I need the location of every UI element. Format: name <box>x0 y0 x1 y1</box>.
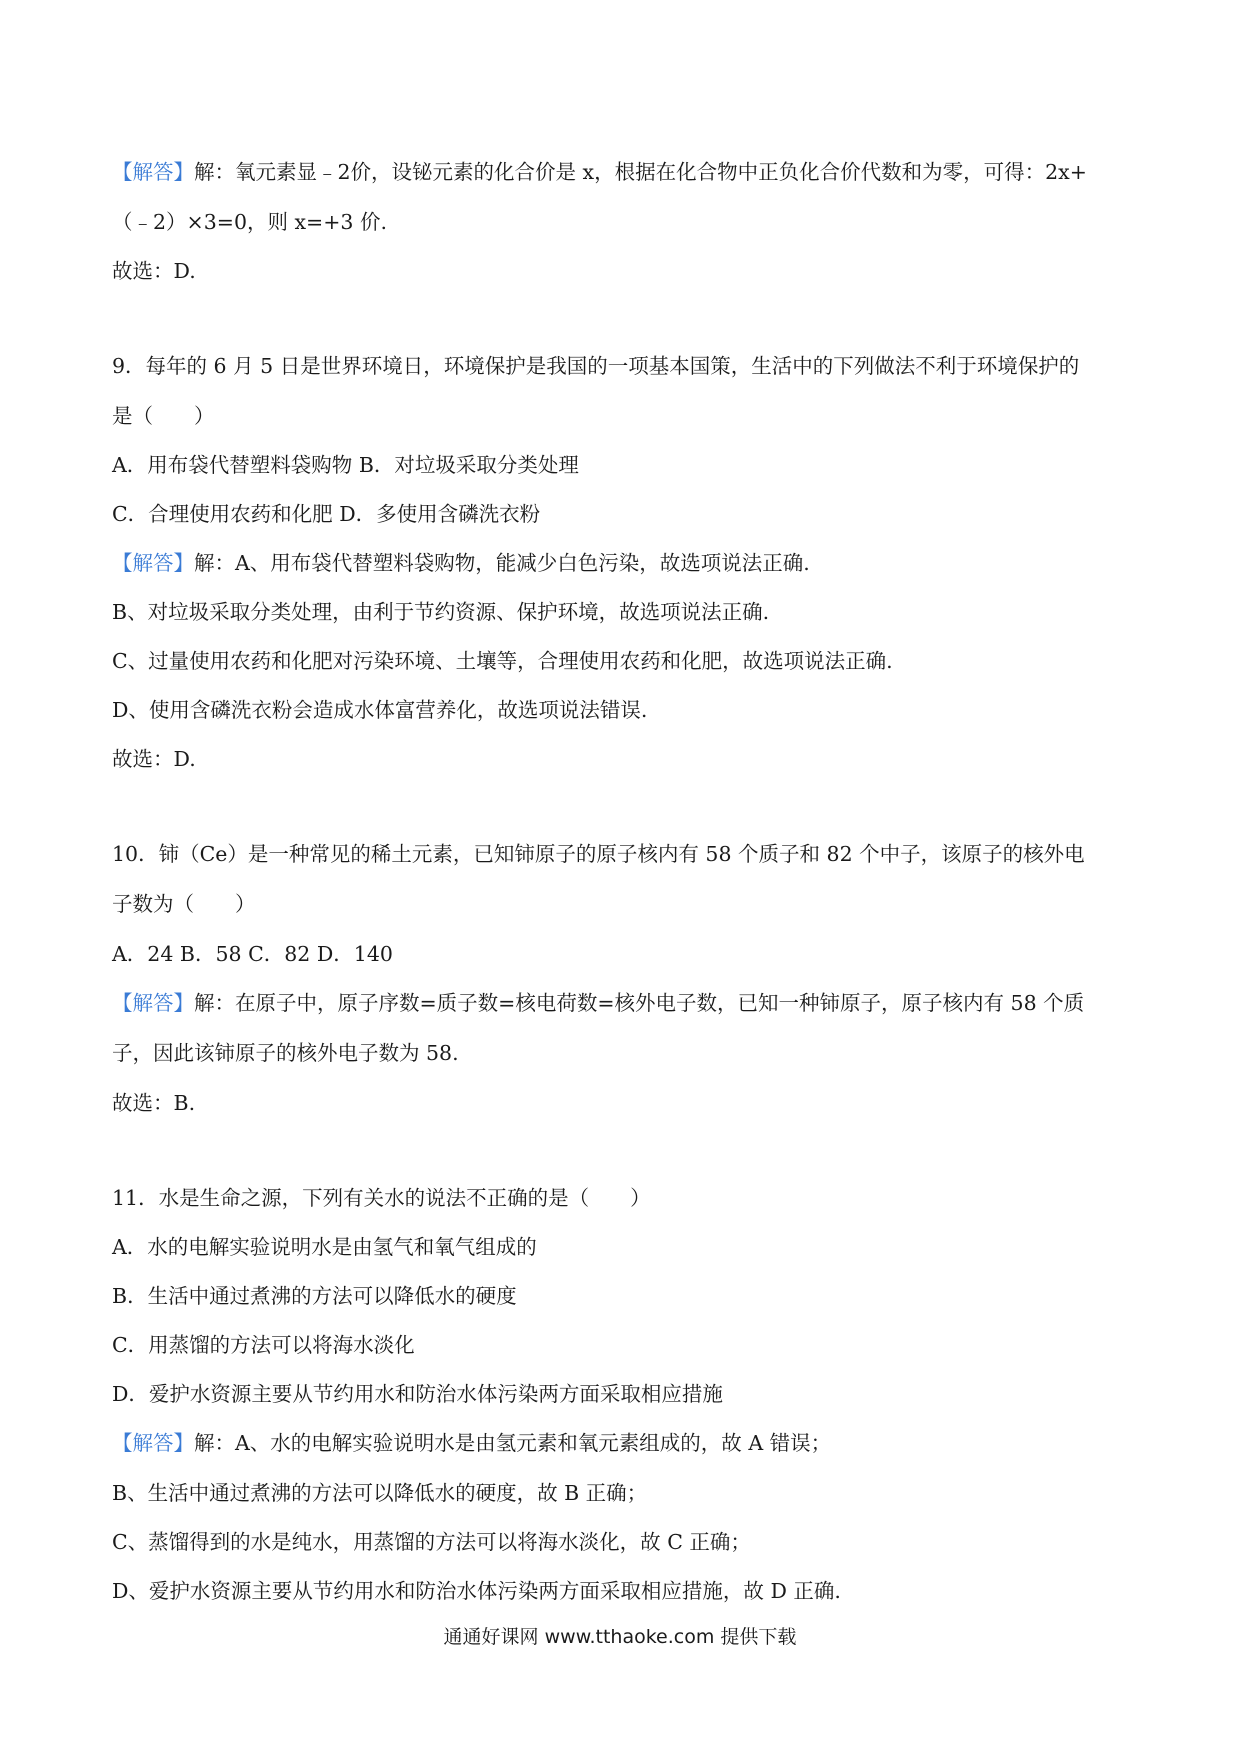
q11-answer-text-1: 解：A、水的电解实验说明水是由氢元素和氧元素组成的，故 A 错误； <box>194 1431 832 1455</box>
q10-stem-line-2: 子数为（ ） <box>112 892 256 916</box>
q9-stem-line-1: 9．每年的 6 月 5 日是世界环境日，环境保护是我国的一项基本国策，生活中的下列做法不利于环境保护的 <box>112 354 1080 378</box>
q10-answer-line-2: 子，因此该铈原子的核外电子数为 58. <box>112 1041 459 1065</box>
q11-option-c: C．用蒸馏的方法可以将海水淡化 <box>112 1333 415 1357</box>
q11-option-b: B．生活中通过煮沸的方法可以降低水的硬度 <box>112 1284 517 1308</box>
footer-site-link[interactable]: www.tthaoke.com <box>544 1626 715 1648</box>
footer-suffix: 提供下载 <box>720 1626 797 1648</box>
answer-tag: 【解答】 <box>112 551 194 575</box>
q9-answer-line-2: B、对垃圾采取分类处理，由利于节约资源、保护环境，故选项说法正确. <box>112 600 770 624</box>
q11-answer-line-3: C、蒸馏得到的水是纯水，用蒸馏的方法可以将海水淡化，故 C 正确； <box>112 1530 751 1554</box>
q10-answer-line-1 <box>112 989 1144 1017</box>
q9-answer-text-1: 解：A、用布袋代替塑料袋购物，能减少白色污染，故选项说法正确. <box>194 551 810 575</box>
footer-name: 通通好课网 <box>443 1626 539 1648</box>
q9-stem-line-2: 是（ ） <box>112 404 215 428</box>
answer-tag: 【解答】 <box>112 991 194 1015</box>
q10-options: A．24 B．58 C．82 D．140 <box>112 942 393 966</box>
q9-choice: 故选：D. <box>112 747 196 771</box>
q11-stem: 11．水是生命之源，下列有关水的说法不正确的是（ ） <box>112 1186 651 1210</box>
q10-answer-text-1: 解：在原子中，原子序数=质子数=核电荷数=核外电子数，已知一种铈原子，原子核内有 58 个质 <box>194 991 1085 1015</box>
q10-stem-line-1: 10．铈（Ce）是一种常见的稀土元素，已知铈原子的原子核内有 58 个质子和 82 个中子，该原子的核外电 <box>112 842 1085 866</box>
page-footer <box>0 1624 1240 1650</box>
q8-answer-line-2: （﹣2）×3=0，则 x=+3 价. <box>112 210 387 234</box>
q8-answer-text-1: 解：氧元素显﹣2价，设铋元素的化合价是 x，根据在化合物中正负化合价代数和为零，可得：2x+ <box>194 160 1087 184</box>
q11-answer-line-1 <box>112 1429 1144 1457</box>
q9-answer-line-3: C、过量使用农药和化肥对污染环境、土壤等，合理使用农药和化肥，故选项说法正确. <box>112 649 893 673</box>
q9-options-line-1: A．用布袋代替塑料袋购物 B．对垃圾采取分类处理 <box>112 453 579 477</box>
q9-answer-line-1 <box>112 549 1144 577</box>
answer-tag: 【解答】 <box>112 160 194 184</box>
q9-answer-line-4: D、使用含磷洗衣粉会造成水体富营养化，故选项说法错误. <box>112 698 648 722</box>
q11-option-d: D．爱护水资源主要从节约用水和防治水体污染两方面采取相应措施 <box>112 1382 723 1406</box>
q11-answer-line-4: D、爱护水资源主要从节约用水和防治水体污染两方面采取相应措施，故 D 正确. <box>112 1579 841 1603</box>
answer-tag: 【解答】 <box>112 1431 194 1455</box>
q8-answer-line-1 <box>112 158 1144 186</box>
q11-option-a: A．水的电解实验说明水是由氢气和氧气组成的 <box>112 1235 537 1259</box>
q8-choice: 故选：D. <box>112 259 196 283</box>
q9-options-line-2: C．合理使用农药和化肥 D．多使用含磷洗衣粉 <box>112 502 541 526</box>
q11-answer-line-2: B、生活中通过煮沸的方法可以降低水的硬度，故 B 正确； <box>112 1481 648 1505</box>
q10-choice: 故选：B. <box>112 1091 196 1115</box>
